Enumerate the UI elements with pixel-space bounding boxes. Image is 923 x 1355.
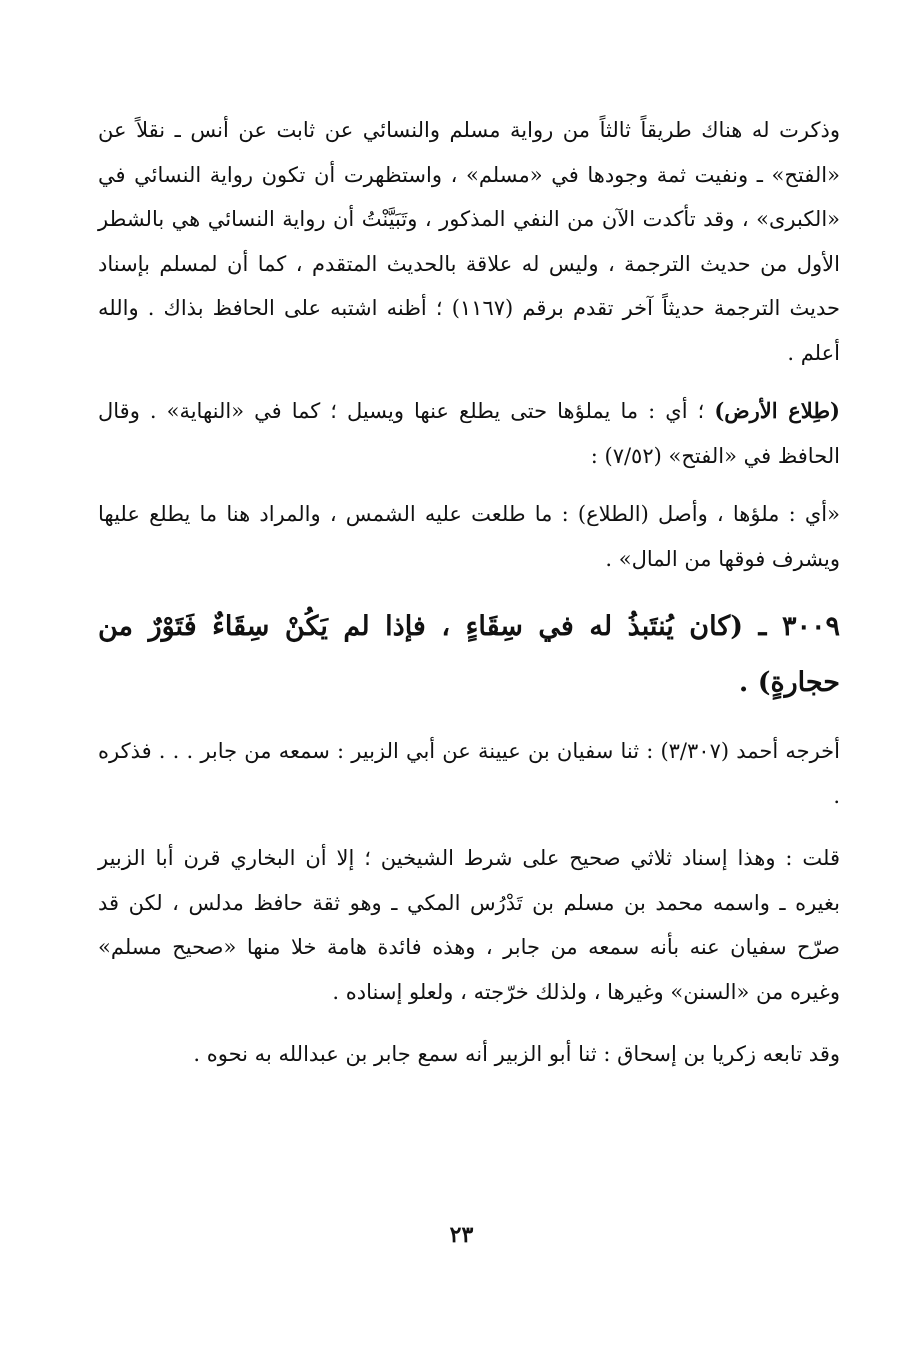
gloss-text: ؛ أي : ما يملؤها حتى يطلع عنها ويسيل ؛ كما في «النهاية» . وقال الحافظ في «الفتح» (٧/٥٢) : xyxy=(98,399,840,468)
spacer xyxy=(98,478,840,492)
paragraph-commentary: وذكرت له هناك طريقاً ثالثاً من رواية مسلم والنسائي عن ثابت عن أنس ـ نقلاً عن «الفتح» ـ ونفيت ثمة وجودها في «مسلم» ، واستظهرت أن تكون رواية النسائي في «الكبرى» ، وقد تأكدت الآن من النفي المذكور ، وتَبَيَّنْتُ أن رواية النسائي هي بالشطر الأول من حديث الترجمة ، وليس له علاقة بالحديث المتقدم ، كما أن لمسلم بإسناد حديث الترجمة حديثاً آخر تقدم برقم (١١٦٧) ؛ أظنه اشتبه على الحافظ بذاك . والله أعلم . xyxy=(98,118,840,365)
paragraph-corroboration: وقد تابعه زكريا بن إسحاق : ثنا أبو الزبير أنه سمع جابر بن عبدالله به نحوه . xyxy=(193,1042,840,1066)
spacer xyxy=(98,818,840,836)
gloss-term: (طِلاع الأرض) xyxy=(714,398,840,423)
spacer xyxy=(98,711,840,729)
paragraph-gloss xyxy=(98,389,840,478)
paragraph-analysis: قلت : وهذا إسناد ثلاثي صحيح على شرط الشيخين ؛ إلا أن البخاري قرن أبا الزبير بغيره ـ واسمه محمد بن مسلم بن تَدْرُس المكي ـ وهو ثقة حافظ مدلس ، لكن قد صرّح سفيان عنه بأنه سمعه من جابر ، وهذه فائدة هامة خلا منها «صحيح مسلم» وغيره من «السنن» وغيرها ، ولذلك خرّجته ، ولعلو إسناده . xyxy=(98,846,840,1004)
paragraph-quote: «أي : ملؤها ، وأصل (الطلاع) : ما طلعت عليه الشمس ، والمراد هنا ما يطلع عليها ويشرف فوقها من المال» . xyxy=(98,502,840,571)
spacer xyxy=(98,1014,840,1032)
spacer xyxy=(98,375,840,389)
spacer xyxy=(98,581,840,599)
paragraph-takhrij: أخرجه أحمد (٣/٣٠٧) : ثنا سفيان بن عيينة عن أبي الزبير : سمعه من جابر . . . فذكره . xyxy=(98,739,840,808)
page-body xyxy=(98,108,840,1077)
hadith-heading: ٣٠٠٩ ـ (كان يُنتَبذُ له في سِقَاءٍ ، فإذا لم يَكُنْ سِقَاءٌ فَتَوْرٌ من حجارةٍ) . xyxy=(98,611,840,698)
page-number: ٢٣ xyxy=(449,1222,474,1248)
